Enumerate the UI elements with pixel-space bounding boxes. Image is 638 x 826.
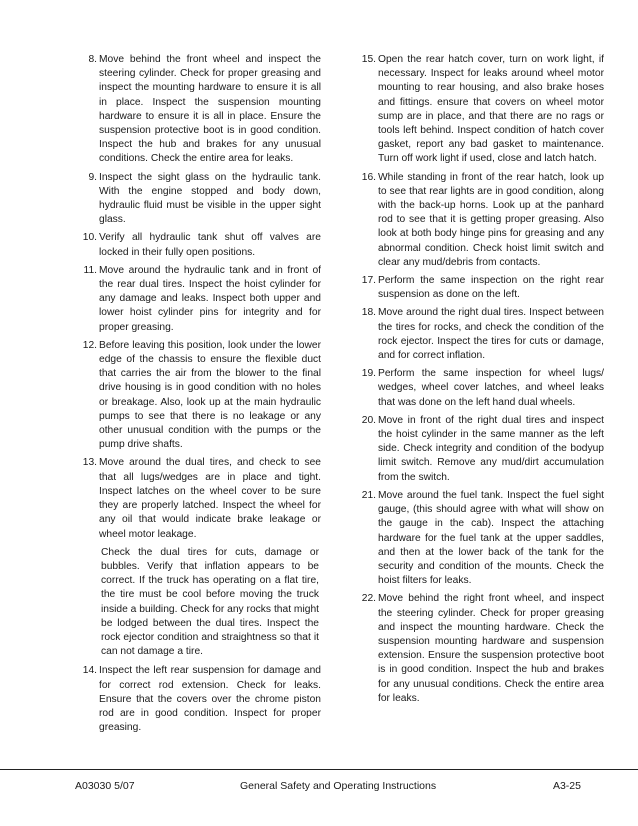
list-item [357,489,604,588]
item-text: Verify all hydraulic tank shut off valves are locked in their fully open positions. [99,232,321,258]
list-item [78,53,321,167]
item-text: Move behind the right front wheel, and inspect the steering cylinder. Check for proper greasing and inspect the mounting hardware. Check the suspension mounting hardware and suspension extension. Ensure the suspension protective boot is in good condition. Inspect the hub and brakes for any unusual conditions. Check the entire area for leaks. [378,593,604,704]
item-text: Move around the right dual tires. Inspect between the tires for rocks, and check the condition of the rock ejector. Inspect the tires for cuts or damage, and for correct inflation. [378,307,604,362]
item-number: 22. [361,593,376,605]
item-number: 12. [82,339,97,351]
item-number: 10. [82,232,97,244]
item-number: 13. [82,457,97,469]
item-number: 11. [83,264,97,276]
item-text: Inspect the sight glass on the hydraulic tank. With the engine stopped and body down, hydraulic fluid must be visible in the upper sight glass. [99,171,321,226]
item-number: 8. [88,54,97,65]
list-item [78,264,321,335]
item-text: Inspect the left rear suspension for damage and for correct rod extension. Check for leaks. Ensure that the covers over the chrome piston rod are in good condition. Inspect for proper greasing. [99,665,321,734]
list-item [357,274,604,302]
footer-page-number: A3-25 [552,780,581,792]
item-number: 9. [88,171,97,183]
item-text: While standing in front of the rear hatch, look up to see that rear lights are in good condition, along with the back-up horns. Look up at the panhard rod to see that it is getting proper greasing. Also look at both body hinge pins for greasing and any abnormal condition. Check hoist limit switch and clear any mud/debris from contacts. [378,171,604,268]
left-column [78,53,321,739]
list-item [78,664,321,735]
list-item [357,367,604,410]
item-number: 17. [361,275,376,287]
list-item [357,592,604,706]
list-item [78,456,321,541]
list-item [357,53,604,167]
item-text: Perform the same inspection for wheel lugs/ wedges, wheel cover latches, and wheel leaks that was done on the left hand dual wheels. [378,368,604,408]
footer-title: General Safety and Operating Instructions [240,780,437,792]
item-13-note: Check the dual tires for cuts, damage or bubbles. Verify that inflation appears to be correct. If the truck has operating on a flat tire, the tire must be cool before moving the truck inside a building. Check for any rocks that might be lodged between the dual tires. Inspect the rock ejector condition and straightness so that it can not damage a tire. [101,546,319,658]
item-number: 15. [361,54,376,65]
list-item [78,231,321,259]
item-number: 16. [361,171,376,183]
list-item [78,339,321,453]
item-text: Move around the hydraulic tank and in front of the rear dual tires. Inspect the hoist cylinder for any damage and leaks. Inspect both upper and lower hoist cylinder pins for integrity and for proper greasing. [99,264,321,333]
item-text: Move around the dual tires, and check to see that all lugs/wedges are in place and tight. Inspect latches on the wheel cover to be sure they are properly latched. Inspect the wheel for any oil that would indicate brake leakage or wheel motor leakage. [99,457,321,540]
right-column [357,53,604,710]
item-text: Open the rear hatch cover, turn on work light, if necessary. Inspect for leaks around wheel motor mounting to rear housing, and also brake hoses and fittings. ensure that covers on wheel motor sump are in place, and that there are no rags or tools left behind. Inspect condition of hatch cover gasket, report any bad gasket to maintenance. Turn off work light if used, close and latch hatch. [378,54,604,165]
item-text: Perform the same inspection on the right rear suspension as done on the left. [378,275,604,301]
footer-doc-id: A03030 5/07 [75,780,135,792]
item-number: 18. [361,307,376,319]
list-item [357,306,604,363]
item-number: 20. [361,414,376,426]
list-item [357,171,604,270]
item-text: Move around the fuel tank. Inspect the fuel sight gauge, (this should agree with what will show on the gauge in the cab). Inspect the attaching hardware for the fuel tank at the upper saddles, and then at the lower back of the tank for the security and condition of the mounts. Check the hoist filters for leaks. [378,489,604,587]
item-number: 19. [361,368,376,380]
list-item [357,414,604,485]
footer-divider [0,769,638,770]
item-number: 14. [82,665,97,677]
list-item [78,171,321,228]
item-number: 21. [361,489,376,501]
item-text: Move behind the front wheel and inspect the steering cylinder. Check for proper greasing and inspect the mounting hardware to ensure it is all in place. Inspect the suspension mounting hardware to ensure it is all in place. Ensure the suspension protective boot is in good condition. Inspect the hub and brakes for any unusual conditions. Check the entire area for leaks. [99,54,321,165]
item-text: Before leaving this position, look under the lower edge of the chassis to ensure the flexible duct that carries the air from the blower to the final drive housing is in good condition with no holes or breakage. Also, look up at the main hydraulic pumps to see that there is no leakage or any other unusual condition with the pumps or the pump drive shafts. [99,339,321,451]
item-text: Move in front of the right dual tires and inspect the hoist cylinder in the same manner as the left side. Check integrity and condition of the bodyup limit switch. Remove any mud/dirt accumulation from the switch. [378,414,604,483]
